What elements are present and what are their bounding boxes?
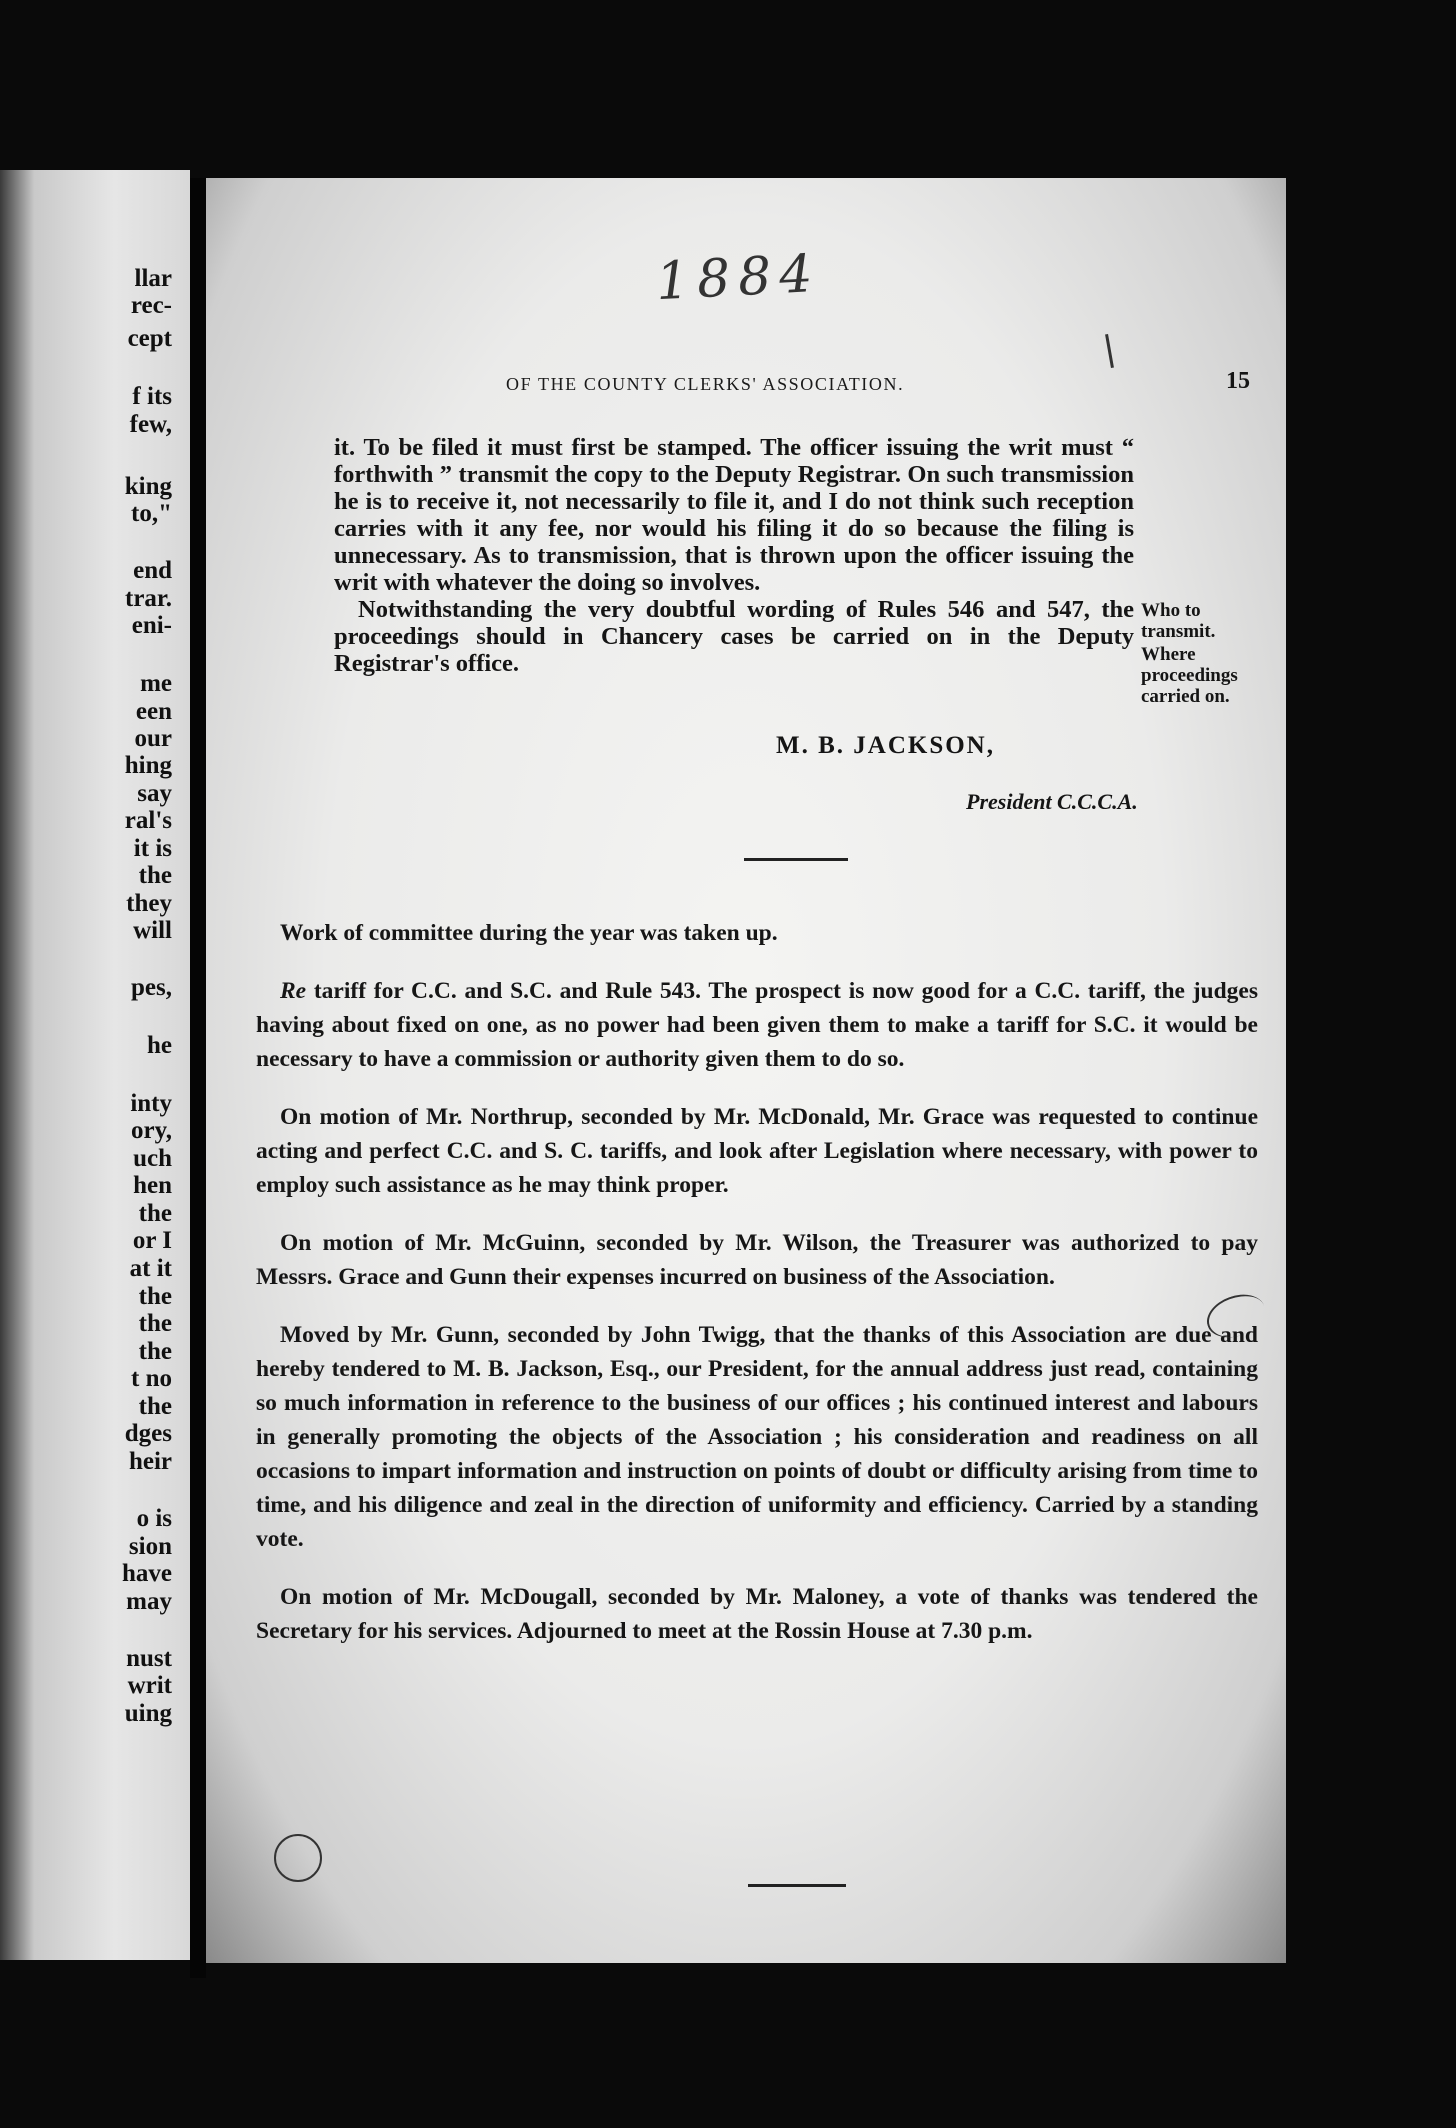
- meeting-minutes: [256, 916, 1258, 1672]
- facing-page-fragment: may: [126, 1588, 172, 1615]
- facing-page-fragment: the: [138, 1393, 172, 1420]
- handwritten-year-annotation: 1884: [654, 243, 822, 313]
- facing-page-fragment: end: [133, 557, 172, 584]
- facing-page-fragment: will: [133, 917, 172, 944]
- facing-page-fragment: llar: [134, 265, 172, 292]
- facing-page-fragment: trar.: [125, 585, 172, 612]
- facing-page-fragment: ory,: [131, 1117, 172, 1144]
- facing-page-fragment: the: [138, 1338, 172, 1365]
- facing-page-fragment: o is: [136, 1505, 172, 1532]
- facing-page-fragment: heir: [128, 1448, 172, 1475]
- book-binding-gutter: [190, 178, 206, 1978]
- facing-page-fragment: they: [126, 890, 172, 917]
- margin-note-where-proceedings: Where proceedings carried on.: [1141, 644, 1238, 707]
- margin-note-who-to-transmit: Who to transmit.: [1141, 600, 1216, 642]
- signature-name: M. B. JACKSON,: [776, 732, 995, 759]
- facing-page-fragment: to,": [131, 500, 172, 527]
- facing-page-fragment: pes,: [131, 974, 172, 1001]
- facing-page-fragment: uing: [124, 1700, 172, 1727]
- facing-page-fragment: hing: [124, 752, 172, 779]
- closing-divider: [748, 1884, 846, 1887]
- facing-page-fragment: t no: [131, 1365, 172, 1392]
- minutes-committee-work: Work of committee during the year was taken up.: [280, 920, 778, 946]
- minutes-tariff: [256, 974, 1258, 1076]
- address-paragraph-transmission: it. To be filed it must first be stamped. The officer issuing the writ must “ forthwith ” transmit the copy to the Deputy Registrar. On such transmission he is to receive it, not necessarily to file it, and I do not think such reception carries with it any fee, nor would his filing it do so because the filing is unnecessary. As to transmission, that is thrown upon the officer issuing the writ with whatever the doing so involves.: [334, 434, 1134, 596]
- facing-page-fragment: the: [138, 1283, 172, 1310]
- facing-page-fragment: dges: [124, 1420, 172, 1447]
- minutes-motion-northrup: On motion of Mr. Northrup, seconded by Mr. McDonald, Mr. Grace was requested to continue acting and perfect C.C. and S. C. tariffs, and look after Legislation where necessary, with power to employ such assistance as he may think proper.: [256, 1104, 1258, 1198]
- pencil-circle-mark: [274, 1834, 322, 1882]
- minutes-tariff-text: tariff for C.C. and S.C. and Rule 543. The prospect is now good for a C.C. tariff, the judges having about fixed on one, as no power had been given them to make a tariff for S.C. it would be necessary to have a commission or authority given them to do so.: [256, 978, 1258, 1072]
- facing-page-fragment: it is: [133, 835, 172, 862]
- facing-page-fragment: nust: [126, 1645, 172, 1672]
- page-number: 15: [1226, 368, 1250, 394]
- facing-page-fragment: rec-: [130, 292, 172, 319]
- facing-page-fragment: the: [138, 862, 172, 889]
- facing-page-fragment: king: [124, 473, 172, 500]
- facing-page-fragment: sion: [128, 1533, 172, 1560]
- minutes-motion-mcguinn: On motion of Mr. McGuinn, seconded by Mr. Wilson, the Treasurer was authorized to pay Messrs. Grace and Gunn their expenses incurred on business of the Association.: [256, 1230, 1258, 1290]
- facing-page-fragment: me: [140, 670, 172, 697]
- facing-page-fragment: een: [135, 698, 172, 725]
- address-conclusion-text: [334, 434, 1134, 677]
- address-paragraph-proceedings: Notwithstanding the very doubtful wording of Rules 546 and 547, the proceedings should in Chancery cases be carried on in the Deputy Registrar's office.: [334, 596, 1134, 677]
- facing-page-fragment: say: [137, 780, 172, 807]
- minutes-motion-mcdougall: On motion of Mr. McDougall, seconded by Mr. Maloney, a vote of thanks was tendered the Secretary for his services. Adjourned to meet at the Rossin House at 7.30 p.m.: [256, 1584, 1258, 1644]
- facing-page-fragment: inty: [130, 1090, 172, 1117]
- facing-page-fragment: hen: [133, 1172, 172, 1199]
- facing-page-fragment: the: [138, 1310, 172, 1337]
- document-page: [206, 178, 1286, 1963]
- facing-page-fragment: uch: [133, 1145, 172, 1172]
- facing-page-fragment: our: [134, 725, 172, 752]
- facing-page-fragment: at it: [129, 1255, 172, 1282]
- facing-page-fragment: the: [138, 1200, 172, 1227]
- running-head: OF THE COUNTY CLERKS' ASSOCIATION.: [506, 374, 905, 394]
- facing-page-fragment: few,: [129, 411, 172, 438]
- facing-page-fragment: he: [147, 1032, 172, 1059]
- facing-page-fragment: eni-: [131, 612, 172, 639]
- minutes-motion-gunn: Moved by Mr. Gunn, seconded by John Twigg, that the thanks of this Association are due and hereby tendered to M. B. Jackson, Esq., our President, for the annual address just read, containing so much information in reference to the business of our offices ; his continued interest and labours in generally promoting the objects of the Association ; his consideration and readiness on all occasions to impart information and instruction on points of doubt or difficulty arising from time to time, and his diligence and zeal in the direction of uniformity and efficiency. Carried by a standing vote.: [256, 1322, 1258, 1552]
- facing-page-fragment: ral's: [124, 807, 172, 834]
- facing-page-edge: [0, 170, 190, 1960]
- facing-page-fragment: or I: [132, 1227, 172, 1254]
- signature-title: President C.C.C.A.: [966, 789, 1138, 814]
- pencil-mark: [1105, 334, 1114, 368]
- facing-page-fragment: f its: [132, 383, 172, 410]
- section-divider: [744, 858, 848, 861]
- facing-page-fragment: cept: [127, 325, 172, 352]
- minutes-re-label: Re: [280, 978, 307, 1004]
- facing-page-fragment: have: [122, 1560, 172, 1587]
- facing-page-fragment: writ: [127, 1672, 172, 1699]
